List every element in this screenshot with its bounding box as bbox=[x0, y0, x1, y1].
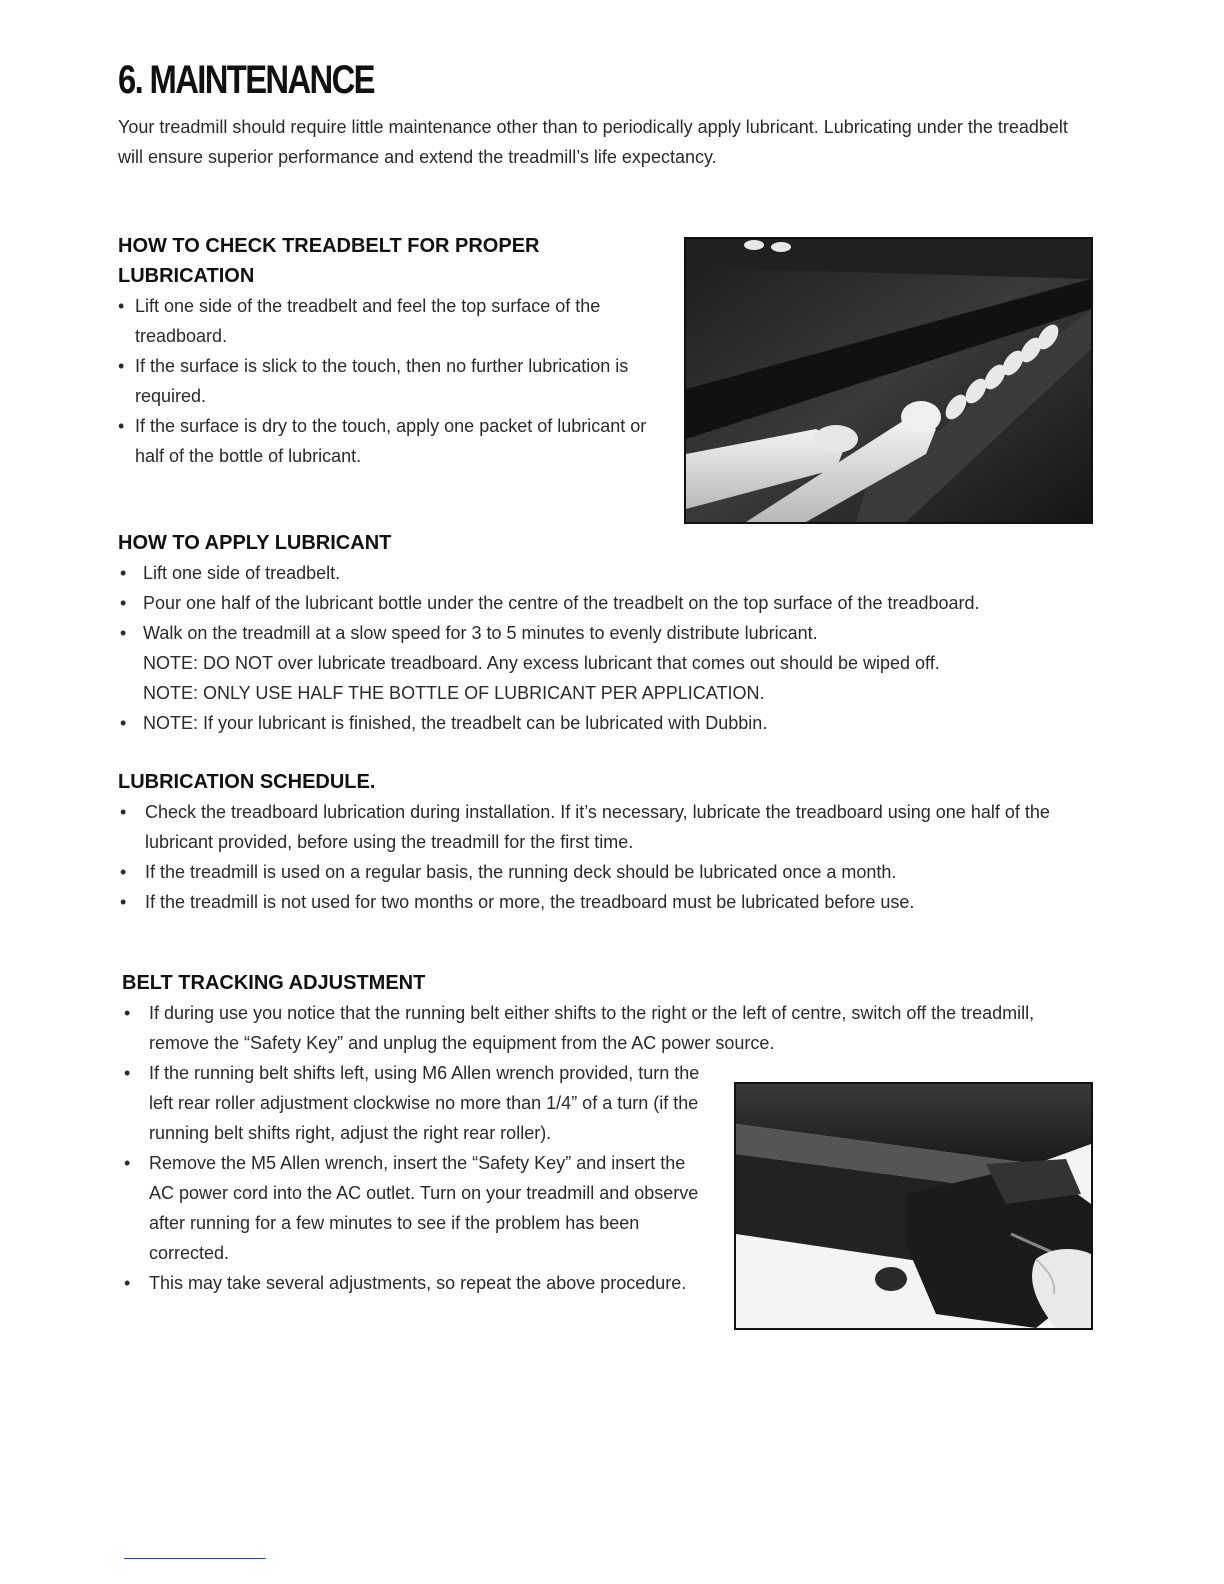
check-list bbox=[118, 291, 658, 471]
list-item: • If the surface is slick to the touch, then no further lubrication is required. bbox=[118, 351, 658, 411]
bullet-icon: • bbox=[120, 892, 127, 912]
treadbelt-photo-illustration bbox=[686, 239, 1091, 522]
tracking-heading: BELT TRACKING ADJUSTMENT bbox=[122, 972, 426, 994]
list-item: • If the surface is dry to the touch, apply one packet of lubricant or half of the bottle of lubricant. bbox=[118, 411, 658, 471]
check-heading-line1: HOW TO CHECK TREADBELT FOR PROPER bbox=[118, 235, 540, 257]
list-item: • If during use you notice that the running belt either shifts to the right or the left of centre, switch off the treadmill, remove the “Safety Key” and unplug the equipment from the AC power source. bbox=[122, 998, 1072, 1058]
check-heading bbox=[118, 231, 658, 291]
apply-heading: HOW TO APPLY LUBRICANT bbox=[118, 532, 392, 554]
roller-photo-illustration bbox=[736, 1084, 1091, 1328]
schedule-heading: LUBRICATION SCHEDULE. bbox=[118, 771, 376, 793]
list-item: • Pour one half of the lubricant bottle under the centre of the treadbelt on the top surface of the treadboard. bbox=[118, 588, 1078, 618]
list-item: • Remove the M5 Allen wrench, insert the “Safety Key” and insert the AC power cord into the AC outlet. Turn on your treadmill and observe after running for a few minutes to see if the problem has been corrected. bbox=[122, 1148, 704, 1268]
bullet-icon: • bbox=[124, 1003, 131, 1023]
check-section bbox=[118, 231, 658, 471]
page-title: 6. MAINTENANCE bbox=[118, 58, 374, 102]
bullet-icon: • bbox=[118, 356, 125, 376]
list-item: • Check the treadboard lubrication during installation. If it’s necessary, lubricate the treadboard using one half of the lubricant provided, before using the treadmill for the first time. bbox=[118, 797, 1068, 857]
bullet-icon: • bbox=[118, 416, 125, 436]
apply-section bbox=[118, 528, 1078, 738]
list-item: • Lift one side of treadbelt. bbox=[118, 558, 1078, 588]
bullet-icon: • bbox=[124, 1273, 131, 1293]
apply-note-2: NOTE: ONLY USE HALF THE BOTTLE OF LUBRICANT PER APPLICATION. bbox=[143, 683, 765, 703]
schedule-section bbox=[118, 767, 1068, 917]
bullet-icon: • bbox=[120, 563, 127, 583]
list-item: • If the running belt shifts left, using M6 Allen wrench provided, turn the left rear roller adjustment clockwise no more than 1/4” of a turn (if the running belt shifts right, adjust the right rear roller). bbox=[122, 1058, 704, 1148]
bullet-icon: • bbox=[120, 593, 127, 613]
apply-note-1: NOTE: DO NOT over lubricate treadboard. Any excess lubricant that comes out should be wiped off. bbox=[143, 653, 940, 673]
apply-list-last bbox=[118, 708, 1078, 738]
list-item: • This may take several adjustments, so repeat the above procedure. bbox=[122, 1268, 719, 1298]
list-item: • Lift one side of the treadbelt and feel the top surface of the treadboard. bbox=[118, 291, 658, 351]
bullet-icon: • bbox=[124, 1153, 131, 1173]
roller-adjustment-photo bbox=[734, 1082, 1093, 1330]
bullet-icon: • bbox=[118, 296, 125, 316]
list-item: • If the treadmill is not used for two months or more, the treadboard must be lubricated before use. bbox=[118, 887, 1068, 917]
schedule-list bbox=[118, 797, 1068, 917]
footer-rule bbox=[124, 1558, 266, 1559]
list-item: • If the treadmill is used on a regular basis, the running deck should be lubricated once a month. bbox=[118, 857, 1068, 887]
treadbelt-lubrication-photo bbox=[684, 237, 1093, 524]
check-heading-line2: LUBRICATION bbox=[118, 265, 255, 287]
bullet-icon: • bbox=[120, 862, 127, 882]
bullet-icon: • bbox=[120, 713, 127, 733]
bullet-icon: • bbox=[120, 623, 127, 643]
apply-list bbox=[118, 558, 1078, 648]
bullet-icon: • bbox=[120, 802, 127, 822]
bullet-icon: • bbox=[124, 1063, 131, 1083]
intro-paragraph: Your treadmill should require little maintenance other than to periodically apply lubricant. Lubricating under the treadbelt will ensure superior performance and extend the treadmill’s life expectancy. bbox=[118, 117, 1068, 167]
list-item: • NOTE: If your lubricant is finished, the treadbelt can be lubricated with Dubbin. bbox=[118, 708, 1078, 738]
list-item: • Walk on the treadmill at a slow speed for 3 to 5 minutes to evenly distribute lubricant. bbox=[118, 618, 1078, 648]
